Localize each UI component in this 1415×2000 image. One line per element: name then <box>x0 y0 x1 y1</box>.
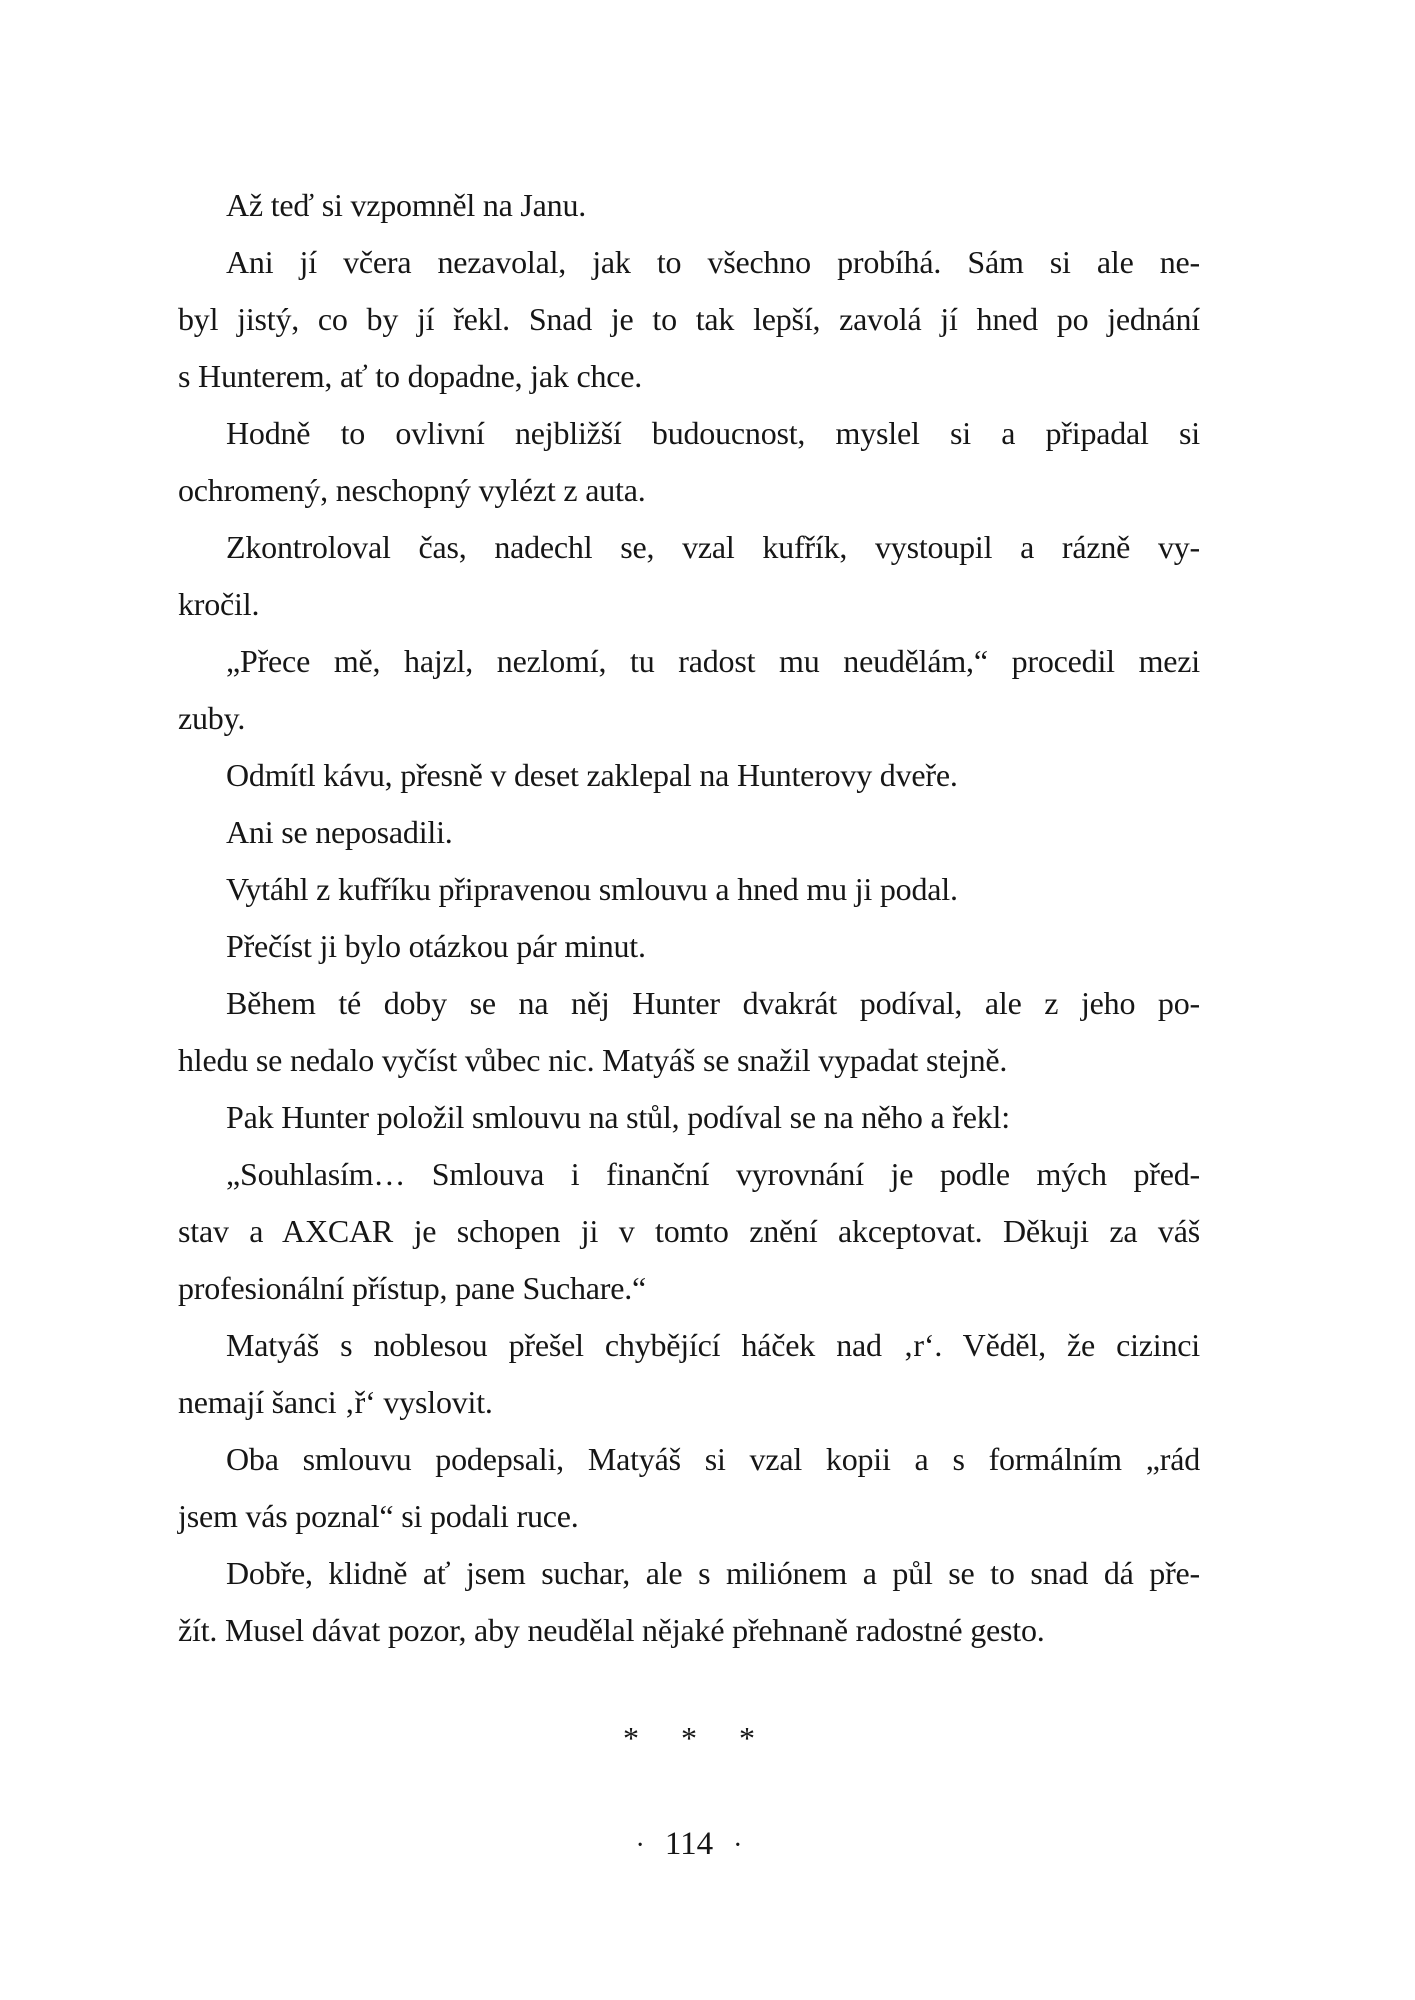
paragraph <box>178 804 1200 861</box>
paragraph <box>178 519 1200 633</box>
text-line: Přečíst ji bylo otázkou pár minut. <box>226 928 646 964</box>
body-text <box>178 177 1200 1659</box>
text-line: byl jistý, co by jí řekl. Snad je to tak lepší, zavolá jí hned po jednání <box>178 301 1200 337</box>
paragraph <box>178 633 1200 747</box>
text-line: Matyáš s noblesou přešel chybějící háček nad ‚r‘. Věděl, že cizinci <box>226 1327 1200 1363</box>
section-separator <box>178 1716 1200 1760</box>
paragraph <box>178 177 1200 234</box>
paragraph <box>178 1317 1200 1431</box>
text-line: nemají šanci ‚ř‘ vyslovit. <box>178 1384 493 1420</box>
page-number: 114 <box>664 1826 714 1862</box>
text-line: Dobře, klidně ať jsem suchar, ale s miliónem a půl se to snad dá pře- <box>226 1555 1200 1591</box>
text-line: jsem vás poznal“ si podali ruce. <box>178 1498 579 1534</box>
paragraph <box>178 1089 1200 1146</box>
text-line: profesionální přístup, pane Suchare.“ <box>178 1270 647 1306</box>
page-footer <box>178 1822 1200 1868</box>
footer-dot-right: · <box>733 1830 743 1861</box>
text-line: Ani jí včera nezavolal, jak to všechno probíhá. Sám si ale ne- <box>226 244 1200 280</box>
text-line: Až teď si vzpomněl na Janu. <box>226 187 587 223</box>
paragraph <box>178 1545 1200 1659</box>
asterisk-icon: * <box>681 1720 697 1756</box>
text-line: s Hunterem, ať to dopadne, jak chce. <box>178 358 643 394</box>
asterisk-icon: * <box>623 1720 639 1756</box>
text-line: kročil. <box>178 586 260 622</box>
text-line: Hodně to ovlivní nejbližší budoucnost, myslel si a připadal si <box>226 415 1200 451</box>
text-line: Odmítl kávu, přesně v deset zaklepal na Hunterovy dveře. <box>226 757 958 793</box>
text-line: zuby. <box>178 700 246 736</box>
text-line: hledu se nedalo vyčíst vůbec nic. Matyáš se snažil vypadat stejně. <box>178 1042 1008 1078</box>
footer-dot-left: · <box>635 1830 645 1861</box>
text-line: Ani se neposadili. <box>226 814 453 850</box>
asterisk-icon: * <box>739 1720 755 1756</box>
text-line: Oba smlouvu podepsali, Matyáš si vzal kopii a s formálním „rád <box>226 1441 1200 1477</box>
text-line: „Přece mě, hajzl, nezlomí, tu radost mu neudělám,“ procedil mezi <box>226 643 1200 679</box>
text-line: žít. Musel dávat pozor, aby neudělal nějaké přehnaně radostné gesto. <box>178 1612 1045 1648</box>
text-line: Pak Hunter položil smlouvu na stůl, podíval se na něho a řekl: <box>226 1099 1010 1135</box>
paragraph <box>178 234 1200 405</box>
paragraph <box>178 861 1200 918</box>
text-line: Během té doby se na něj Hunter dvakrát podíval, ale z jeho po- <box>226 985 1200 1021</box>
paragraph <box>178 747 1200 804</box>
text-line: Zkontroloval čas, nadechl se, vzal kufřík, vystoupil a rázně vy- <box>226 529 1200 565</box>
paragraph <box>178 975 1200 1089</box>
paragraph <box>178 1431 1200 1545</box>
text-line: stav a AXCAR je schopen ji v tomto znění akceptovat. Děkuji za váš <box>178 1213 1200 1249</box>
text-line: „Souhlasím… Smlouva i finanční vyrovnání je podle mých před- <box>226 1156 1200 1192</box>
paragraph <box>178 1146 1200 1317</box>
text-line: ochromený, neschopný vylézt z auta. <box>178 472 646 508</box>
paragraph <box>178 918 1200 975</box>
text-line: Vytáhl z kufříku připravenou smlouvu a hned mu ji podal. <box>226 871 958 907</box>
paragraph <box>178 405 1200 519</box>
